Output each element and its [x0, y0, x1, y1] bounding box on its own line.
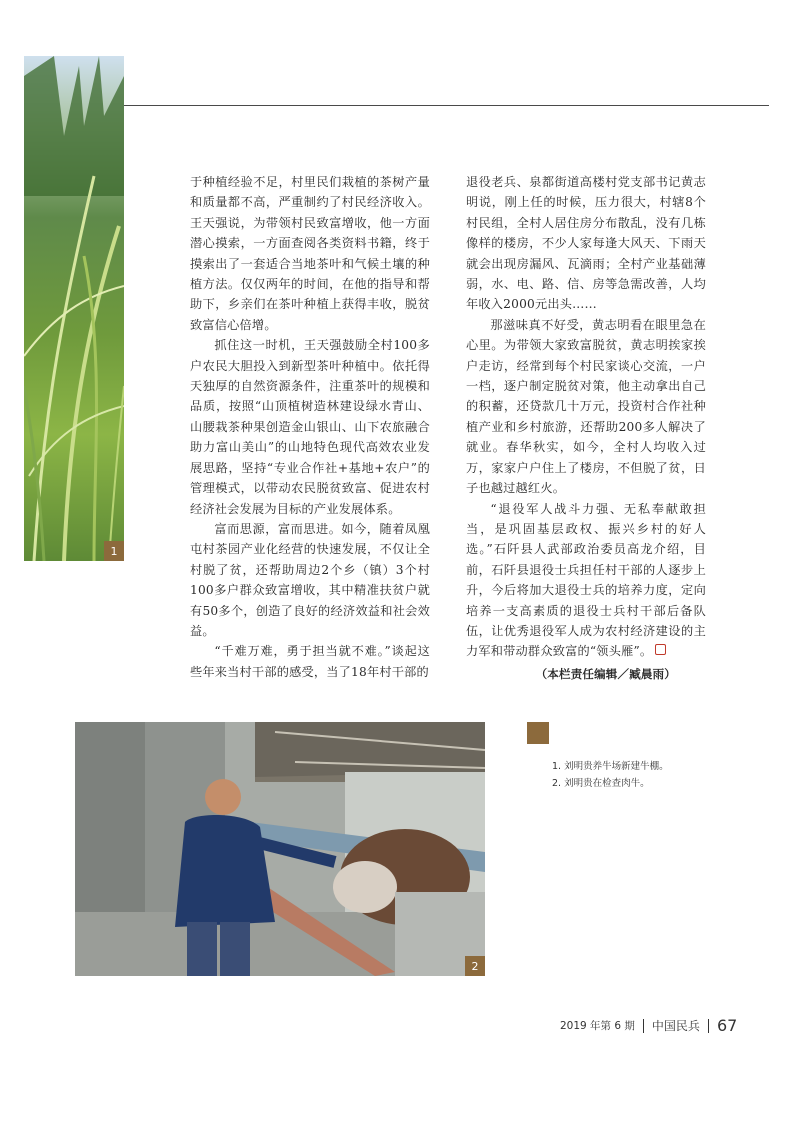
cattle-barn-illustration: [75, 722, 485, 976]
editor-note: （本栏责任编辑／臧晨雨）: [535, 666, 676, 681]
photo-number-2: 2: [465, 956, 485, 976]
paragraph: 富而思源，富而思进。如今，随着凤凰屯村茶园产业化经营的快速发展，不仅让全村脱了贫，还帮助周边2个乡（镇）3个村100多户群众致富增收，其中精准扶贫户就有50多个，创造了良好的经济效益和社会效益。: [190, 521, 430, 638]
header-rule: [24, 105, 769, 106]
paragraph: 退役老兵、泉都街道高楼村党支部书记黄志明说，刚上任的时候，压力很大，村辖8个村民组，全村人居住房分布散乱，没有几栋像样的楼房，不少人家每逢大风天、下雨天就会出现房漏风、瓦滴雨；全村产业基础薄弱，水、电、路、信、房等急需改善，人均年收入2000元出头……: [466, 175, 706, 312]
end-mark-icon: [655, 644, 666, 655]
paragraph-text: “退役军人战斗力强、无私奉献敢担当，是巩固基层政权、振兴乡村的好人选。”石阡县人武部政治委员高龙介绍，目前，石阡县退役士兵担任村干部的人逐步上升，今后将加大退役士兵的培养力度，定向培养一支高素质的退役士兵村干部后备队伍，让优秀退役军人成为农村经济建设的主力军和带动群众致富的“领头雁”。: [466, 501, 706, 659]
cattle-photo: [75, 722, 485, 976]
paragraph: 抓住这一时机，王天强鼓励全村100多户农民大胆投入到新型茶叶种植中。依托得天独厚的自然资源条件，注重茶叶的规模和品质，按照“山顶植树造林建设绿水青山、山腰栽茶种果创造金山银山、山下农旅融合助力富山美山”的山地特色现代高效农业发展思路，坚持“专业合作社+基地+农户”的管理模式，以带动农民脱贫致富、促进农村经济社会发展为目标的产业发展体系。: [190, 338, 430, 516]
paragraph: 于种植经验不足，村里民们栽植的茶树产量和质量都不高，严重制约了村民经济收入。王天强说，为带领村民致富增收，他一方面潜心摸索，一方面查阅各类资料书籍，终于摸索出了一套适合当地茶叶和气候土壤的种植方法。仅仅两年的时间，在他的指导和帮助下，乡亲们在茶叶种植上获得丰收，脱贫致富信心倍增。: [190, 175, 430, 332]
paragraph: [466, 499, 706, 662]
photo-captions: [552, 758, 669, 792]
photo-number-1: 1: [104, 541, 124, 561]
grass-illustration: [24, 56, 124, 561]
caption-item: 2. 刘明贵在检查肉牛。: [552, 778, 650, 789]
page-number: 67: [716, 1016, 738, 1035]
paragraph: “千难万难，勇于担当就不难。”谈起这些年来当村干部的感受，当了18年村干部的: [190, 644, 430, 679]
left-text-column: [190, 172, 430, 682]
grass-photo: [24, 56, 124, 561]
right-text-column: [466, 172, 706, 684]
issue-label: 2019 年第 6 期: [560, 1020, 635, 1032]
caption-marker: [527, 722, 549, 744]
footer-separator: [643, 1019, 644, 1033]
caption-item: 1. 刘明贵养牛场新建牛棚。: [552, 761, 669, 772]
magazine-name: 中国民兵: [651, 1019, 700, 1033]
page-footer: [560, 1016, 737, 1035]
paragraph: 那滋味真不好受，黄志明看在眼里急在心里。为带领大家致富脱贫，黄志明挨家挨户走访，经常到每个村民家谈心交流，一户一档，逐户制定脱贫对策，他主动拿出自己的积蓄，还贷款几十万元，投资村合作社种植产业和乡村旅游，还帮助200多人解决了就业。春华秋实，如今，全村人均收入过万，家家户户住上了楼房，不但脱了贫，日子也越过越红火。: [466, 317, 706, 496]
footer-separator: [708, 1019, 709, 1033]
